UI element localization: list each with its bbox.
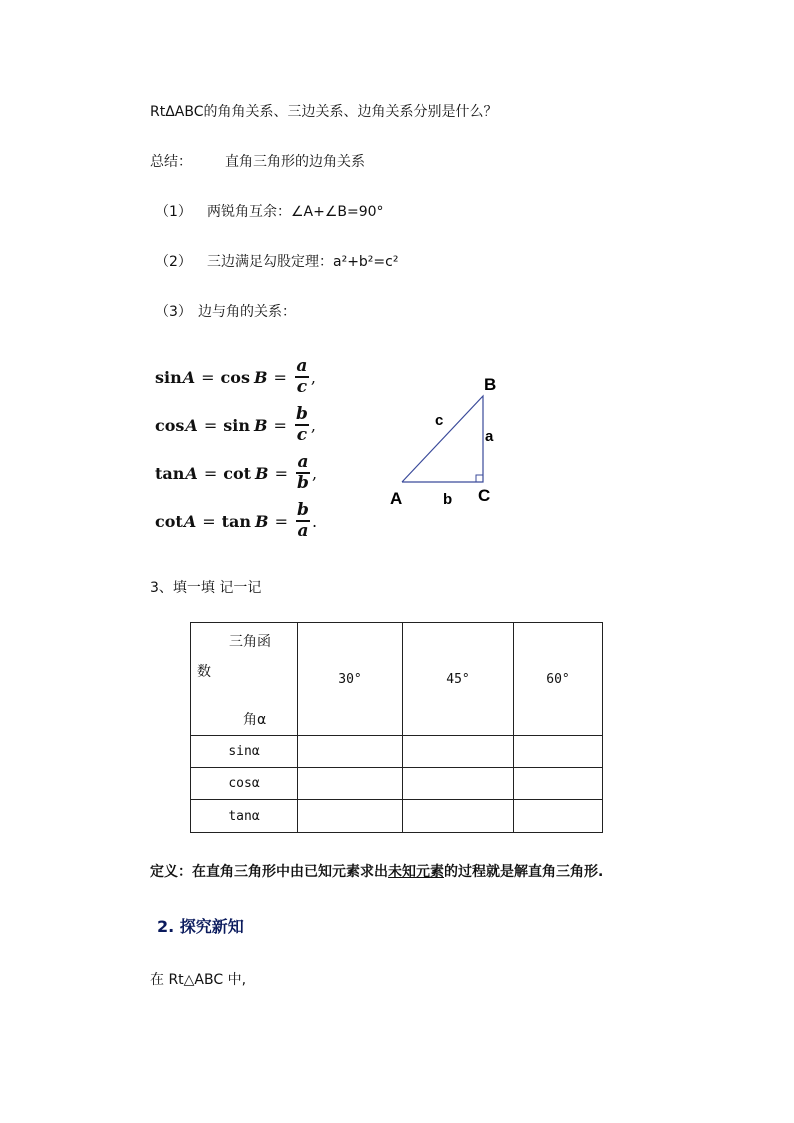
closing-line: 在 Rt△ABC 中, xyxy=(150,972,247,988)
table-cell[interactable] xyxy=(403,768,514,800)
side-c-label: c xyxy=(435,412,444,429)
formula-row: tan A = cot B = $\frac{a}{b}$ , xyxy=(155,452,318,493)
row-label: sinα xyxy=(191,736,298,768)
item-1-text: 两锐角互余：∠A+∠B=90° xyxy=(207,204,384,220)
formula-row: cos A = sin B = $\frac{b}{c}$ , xyxy=(155,404,316,445)
section-3-heading: 3、填一填 记一记 xyxy=(150,580,262,596)
item-2-num: （2） xyxy=(155,254,192,270)
row-label: cosα xyxy=(191,768,298,800)
formula-row: cot A = tan B = $\frac{b}{a}$ . xyxy=(155,500,318,541)
vertex-B-label: B xyxy=(484,375,497,394)
table-cell[interactable] xyxy=(403,736,514,768)
table-cell[interactable] xyxy=(514,736,603,768)
table-cell[interactable] xyxy=(298,736,403,768)
item-3-text: 边与角的关系： xyxy=(198,304,296,320)
table-cell[interactable] xyxy=(514,800,603,833)
item-3-num: （3） xyxy=(155,304,192,320)
vertex-A-label: A xyxy=(390,489,403,508)
table-cell[interactable] xyxy=(298,800,403,833)
angle-header: 45° xyxy=(403,623,514,736)
table-corner-header: 三角函 数 角α xyxy=(191,623,298,736)
summary-title: 直角三角形的边角关系 xyxy=(225,154,365,170)
section-2-heading: 2. 探究新知 xyxy=(157,917,244,936)
row-label: tanα xyxy=(191,800,298,833)
table-cell[interactable] xyxy=(514,768,603,800)
definition-underlined: 未知元素 xyxy=(388,864,444,880)
question-text: RtΔABC的角角关系、三边关系、边角关系分别是什么？ xyxy=(150,104,498,120)
triangle-outline xyxy=(402,396,483,482)
table-cell[interactable] xyxy=(403,800,514,833)
trig-values-table xyxy=(190,622,603,833)
vertex-C-label: C xyxy=(478,486,491,505)
item-2-text: 三边满足勾股定理：a²+b²=c² xyxy=(207,254,399,270)
right-angle-mark xyxy=(476,475,483,482)
table-cell[interactable] xyxy=(298,768,403,800)
definition-text: 定义：在直角三角形中由已知元素求出未知元素的过程就是解直角三角形. xyxy=(150,864,604,880)
summary-label: 总结： xyxy=(150,154,192,170)
right-triangle-diagram xyxy=(380,368,510,513)
angle-header: 60° xyxy=(514,623,603,736)
formula-row: sin A = cos B = $\frac{a}{c}$ , xyxy=(155,356,316,397)
angle-header: 30° xyxy=(298,623,403,736)
item-1-num: （1） xyxy=(155,204,192,220)
formula-block xyxy=(155,353,317,545)
side-a-label: a xyxy=(485,428,494,445)
side-b-label: b xyxy=(443,491,453,508)
